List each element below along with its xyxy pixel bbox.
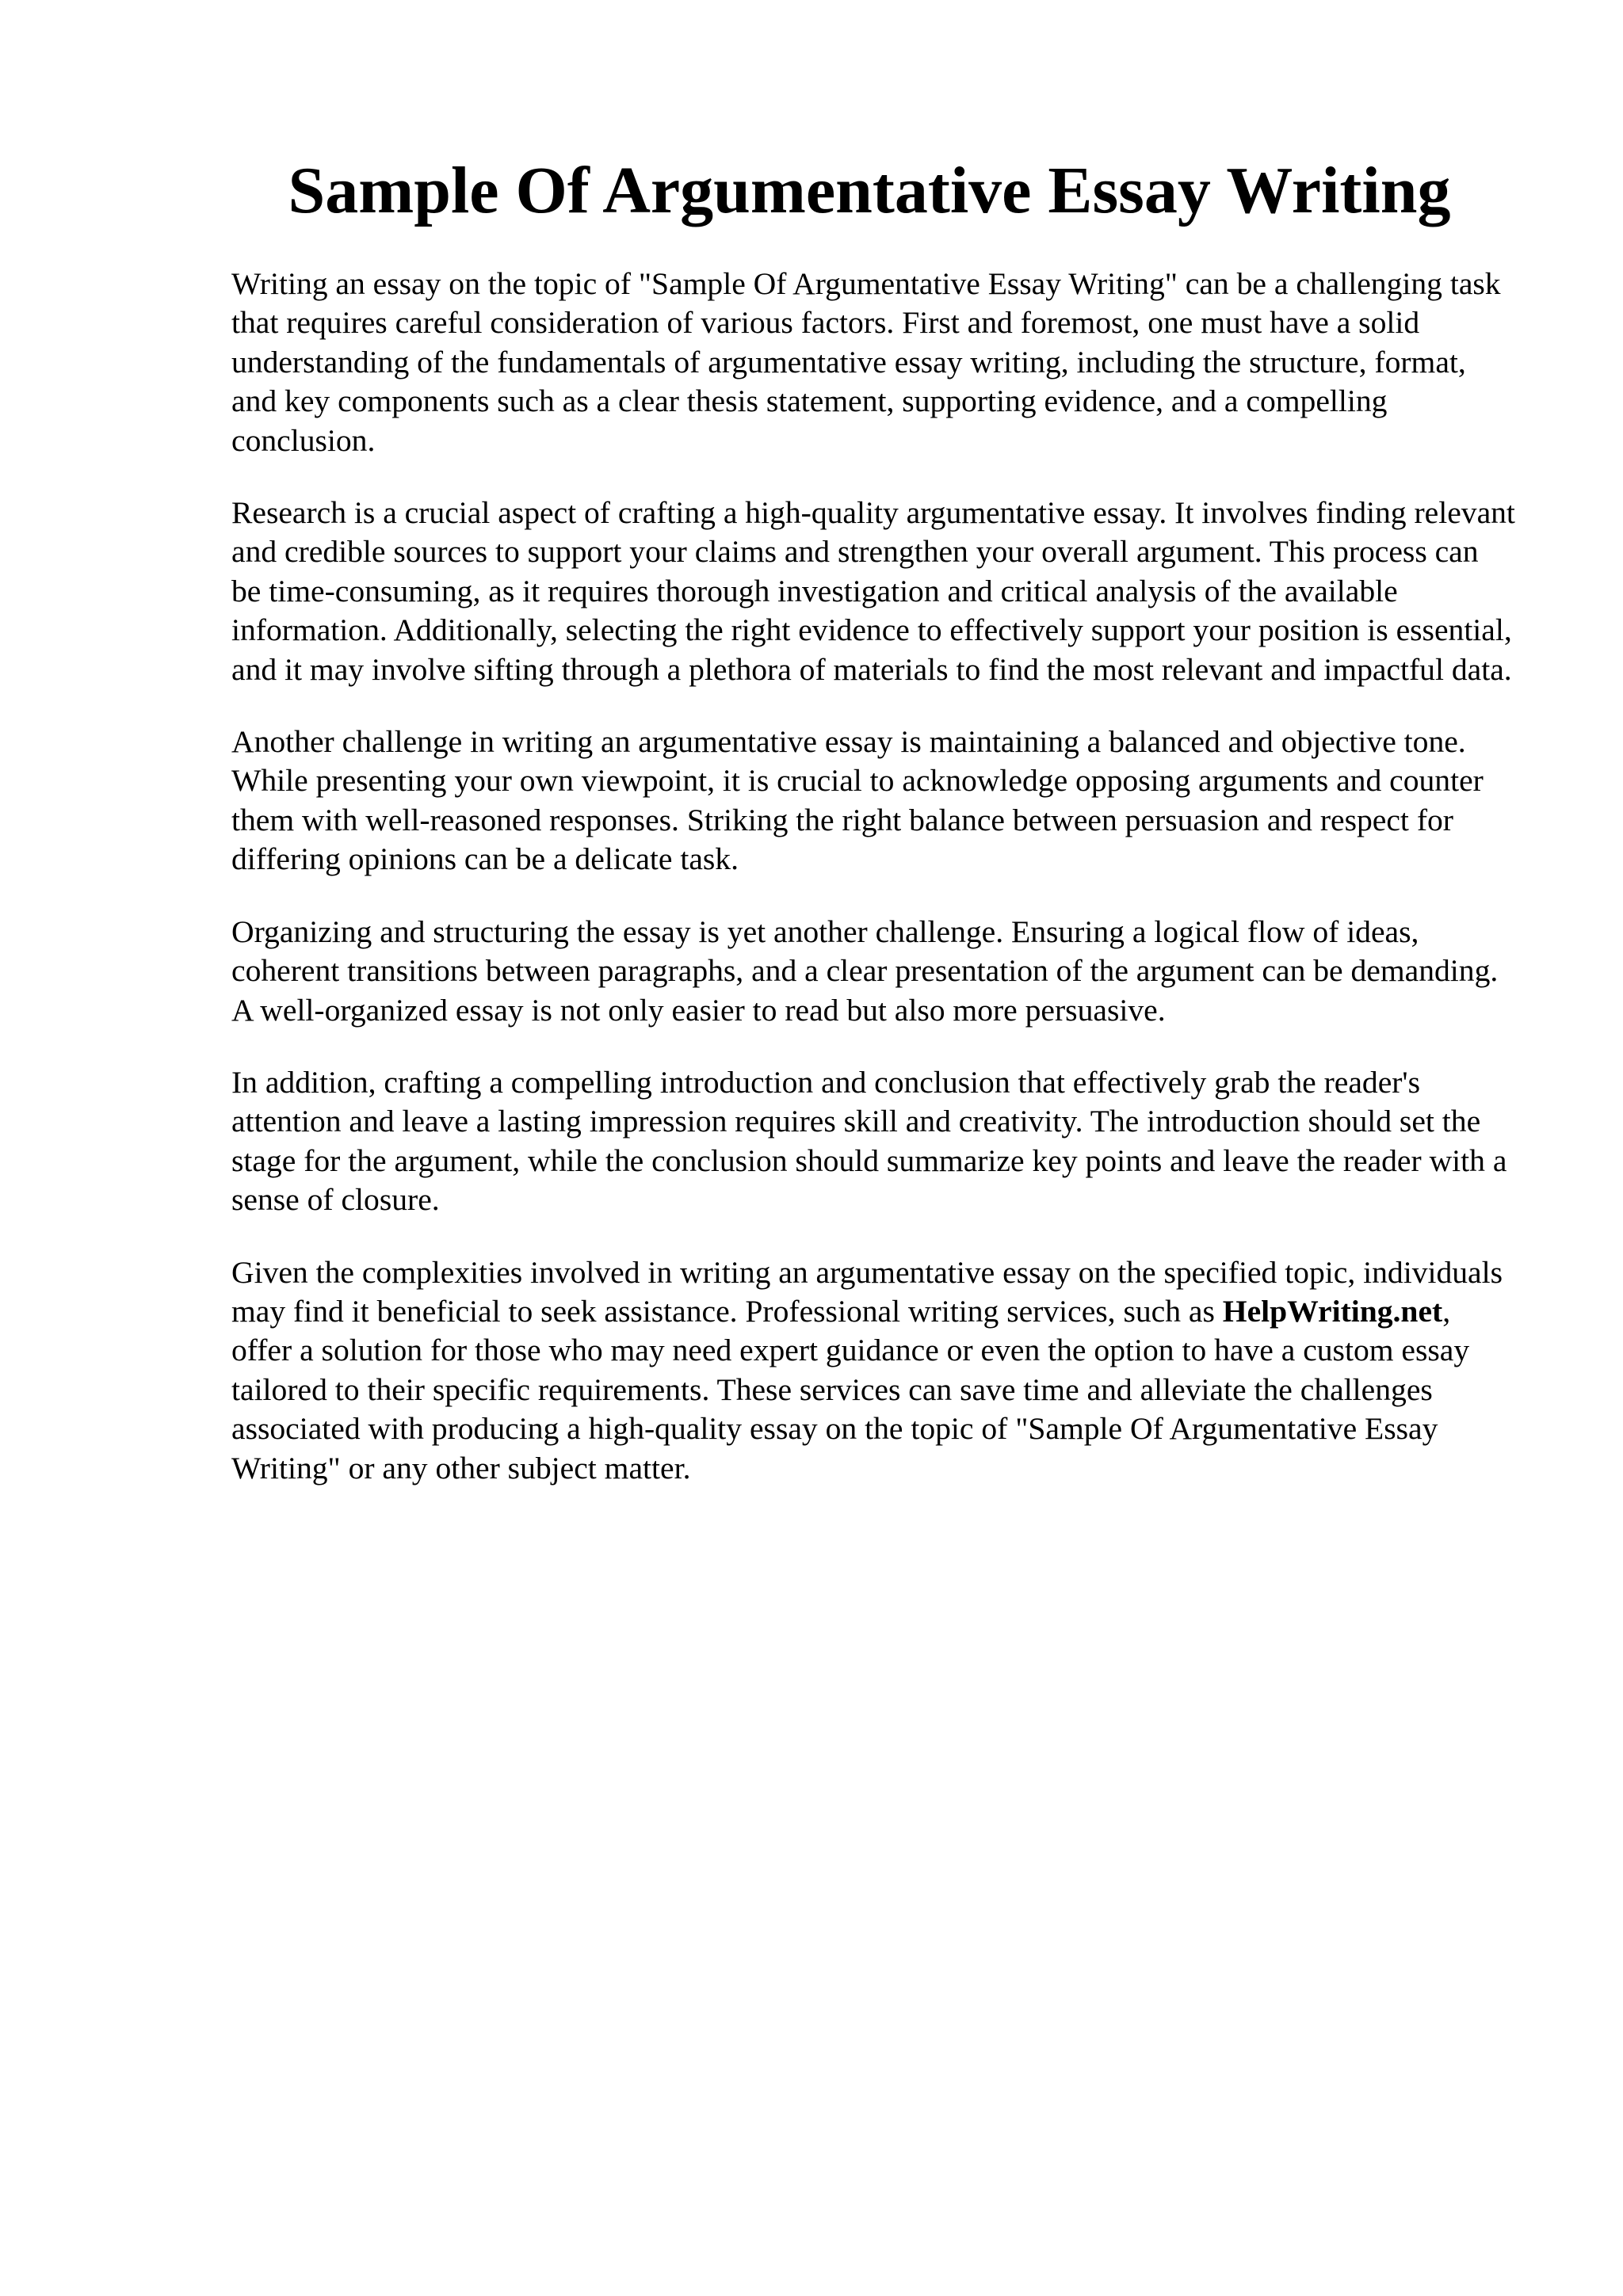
paragraph-6-rest: , offer a solution for those who may need expert guidance or even the option to have a custom essay tailored to their specific requirements. These services can save time and alleviate the challenges associated with producing a high-quality essay on the topic of "Sample Of Argumentative Essay Writing" or any other subject matter. — [231, 1293, 1470, 1486]
paragraph-3: Another challenge in writing an argumentative essay is maintaining a balanced and objective tone. While presenting your own viewpoint, it is crucial to acknowledge opposing arguments and counter them with well-reasoned responses. Striking the right balance between persuasion and respect for differing opinions can be a delicate task. — [231, 724, 1484, 877]
paragraph-6 — [231, 1253, 1515, 1488]
document-body — [231, 265, 1515, 1521]
paragraph-5: In addition, crafting a compelling introduction and conclusion that effectively grab the reader's attention and leave a lasting impression requires skill and creativity. The introduction should set the stage for the argument, while the conclusion should summarize key points and leave the reader with a sense of closure. — [231, 1064, 1507, 1218]
paragraph-1: Writing an essay on the topic of "Sample Of Argumentative Essay Writing" can be a challenging task that requires careful consideration of various factors. First and foremost, one must have a solid understanding of the fundamentals of argumentative essay writing, including the structure, format, and key components such as a clear thesis statement, supporting evidence, and a compelling conclusion. — [231, 266, 1501, 458]
paragraph-2: Research is a crucial aspect of crafting a high-quality argumentative essay. It involves finding relevant and credible sources to support your claims and strengthen your overall argument. This process can be time-consuming, as it requires thorough investigation and critical analysis of the available information. Additionally, selecting the right evidence to effectively support your position is essential, and it may involve sifting through a plethora of materials to find the most relevant and impactful data. — [231, 495, 1515, 687]
brand-name: HelpWriting.net — [1222, 1293, 1443, 1329]
page-title: Sample Of Argumentative Essay Writing — [288, 154, 1451, 227]
paragraph-4: Organizing and structuring the essay is yet another challenge. Ensuring a logical flow of ideas, coherent transitions between paragraphs, and a clear presentation of the argument can be demanding. A well-organized essay is not only easier to read but also more persuasive. — [231, 913, 1499, 1028]
paragraph-6-intro: Given the complexities involved in writing an argumentative essay on the specified topic, individuals may find it beneficial to seek assistance. Professional writing services, such as — [231, 1254, 1503, 1329]
